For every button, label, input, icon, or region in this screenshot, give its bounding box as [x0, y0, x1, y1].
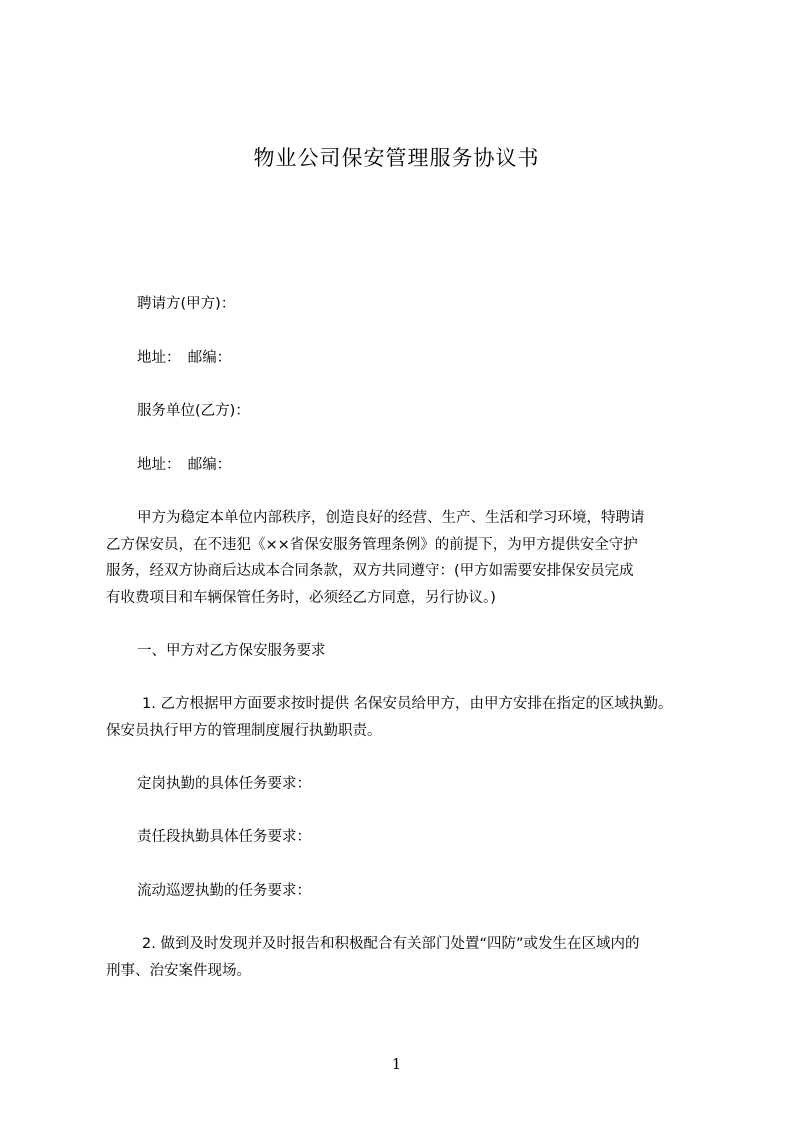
intro-line: 有收费项目和车辆保管任务时，必须经乙方同意，另行协议。) — [106, 590, 496, 606]
page-number: 1 — [391, 1055, 402, 1073]
service-unit-field: 服务单位(乙方)： — [137, 403, 250, 419]
item-2-line: 刑事、治安案件现场。 — [106, 963, 251, 979]
section-heading: 一、甲方对乙方保安服务要求 — [137, 643, 326, 659]
responsibility-section-task: 责任段执勤具体任务要求： — [137, 829, 311, 845]
employer-address-field: 地址： 邮编： — [137, 350, 232, 366]
document-title: 物业公司保安管理服务协议书 — [253, 146, 540, 170]
service-unit-address-field: 地址： 邮编： — [137, 457, 232, 473]
item-1-line: 1. 乙方根据甲方面要求按时提供 名保安员给甲方，由甲方安排在指定的区域执勤。 — [142, 696, 673, 712]
mobile-patrol-task: 流动巡逻执勤的任务要求： — [137, 883, 311, 899]
item-2-line: 2. 做到及时发现并及时报告和积极配合有关部门处置“四防”或发生在区域内的 — [142, 936, 640, 952]
intro-line: 服务，经双方协商后达成本合同条款，双方共同遵守：(甲方如需要安排保安员完成 — [106, 563, 634, 579]
employer-field: 聘请方(甲方)： — [137, 296, 236, 312]
item-1-line: 保安员执行甲方的管理制度履行执勤职责。 — [106, 723, 382, 739]
fixed-post-task: 定岗执勤的具体任务要求： — [137, 776, 311, 792]
intro-line: 乙方保安员，在不违犯《××省保安服务管理条例》的前提下，为甲方提供安全守护 — [106, 537, 638, 553]
intro-line: 甲方为稳定本单位内部秩序，创造良好的经营、生产、生活和学习环境，特聘请 — [137, 510, 645, 526]
